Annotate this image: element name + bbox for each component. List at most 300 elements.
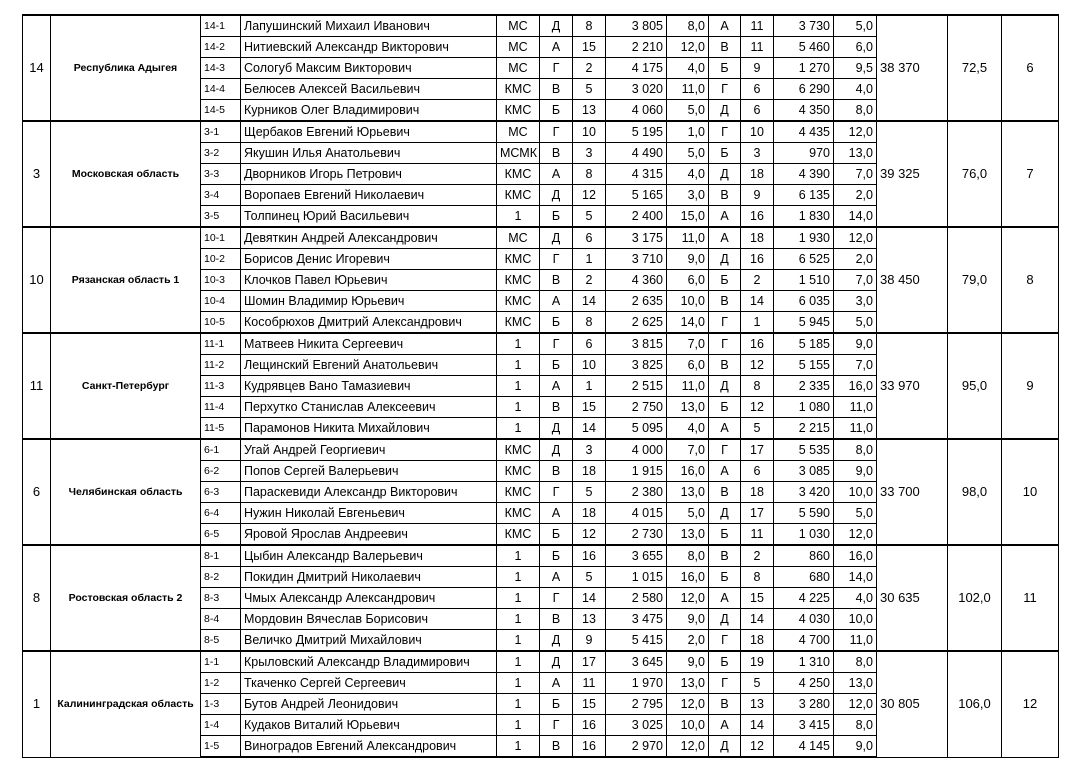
- round1-points: 7,0: [667, 333, 709, 355]
- round2-result: 860: [774, 545, 834, 567]
- round1-points: 8,0: [667, 15, 709, 37]
- athlete-name: Ткаченко Сергей Сергеевич: [241, 673, 497, 694]
- table-row: [23, 333, 1059, 355]
- round1-sector: 3: [573, 439, 606, 461]
- round1-group: Г: [540, 715, 573, 736]
- round1-group: Б: [540, 355, 573, 376]
- athlete-rank: КМС: [497, 524, 540, 546]
- team-number: 3: [23, 121, 51, 227]
- round2-sector: 12: [741, 397, 774, 418]
- round1-result: 4 060: [606, 100, 667, 122]
- round2-sector: 2: [741, 270, 774, 291]
- round1-sector: 18: [573, 503, 606, 524]
- round1-group: Б: [540, 312, 573, 334]
- round1-group: Г: [540, 249, 573, 270]
- round1-points: 10,0: [667, 715, 709, 736]
- round2-sector: 12: [741, 355, 774, 376]
- round2-group: А: [709, 418, 741, 440]
- round2-sector: 11: [741, 37, 774, 58]
- athlete-rank: 1: [497, 588, 540, 609]
- round1-sector: 5: [573, 206, 606, 228]
- round1-group: А: [540, 376, 573, 397]
- round2-sector: 9: [741, 58, 774, 79]
- athlete-name: Перхутко Станислав Алексеевич: [241, 397, 497, 418]
- round1-group: Д: [540, 185, 573, 206]
- round2-result: 1 030: [774, 524, 834, 546]
- round2-sector: 6: [741, 79, 774, 100]
- athlete-code: 11-3: [201, 376, 241, 397]
- round1-points: 7,0: [667, 439, 709, 461]
- team-place: 9: [1002, 333, 1059, 439]
- athlete-code: 8-2: [201, 567, 241, 588]
- round1-points: 2,0: [667, 630, 709, 652]
- team-points: 102,0: [948, 545, 1002, 651]
- round2-group: В: [709, 185, 741, 206]
- athlete-rank: 1: [497, 567, 540, 588]
- round2-points: 3,0: [834, 291, 877, 312]
- round1-result: 4 175: [606, 58, 667, 79]
- round1-sector: 5: [573, 482, 606, 503]
- round2-sector: 12: [741, 736, 774, 758]
- round2-result: 5 155: [774, 355, 834, 376]
- round1-result: 1 970: [606, 673, 667, 694]
- round2-sector: 16: [741, 249, 774, 270]
- athlete-code: 10-1: [201, 227, 241, 249]
- round1-sector: 15: [573, 37, 606, 58]
- round1-group: В: [540, 143, 573, 164]
- round1-group: А: [540, 567, 573, 588]
- round2-sector: 13: [741, 694, 774, 715]
- round1-sector: 17: [573, 651, 606, 673]
- athlete-code: 10-5: [201, 312, 241, 334]
- athlete-name: Параскевиди Александр Викторович: [241, 482, 497, 503]
- round1-points: 4,0: [667, 164, 709, 185]
- athlete-code: 11-1: [201, 333, 241, 355]
- round2-points: 5,0: [834, 312, 877, 334]
- round1-sector: 16: [573, 545, 606, 567]
- athlete-name: Мордовин Вячеслав Борисович: [241, 609, 497, 630]
- round1-group: А: [540, 503, 573, 524]
- round1-points: 3,0: [667, 185, 709, 206]
- athlete-rank: МС: [497, 37, 540, 58]
- round2-points: 11,0: [834, 418, 877, 440]
- athlete-rank: 1: [497, 418, 540, 440]
- round2-points: 7,0: [834, 355, 877, 376]
- athlete-name: Девяткин Андрей Александрович: [241, 227, 497, 249]
- round1-sector: 16: [573, 715, 606, 736]
- athlete-code: 3-5: [201, 206, 241, 228]
- athlete-code: 6-4: [201, 503, 241, 524]
- round1-result: 5 415: [606, 630, 667, 652]
- round2-group: Г: [709, 312, 741, 334]
- round1-group: Д: [540, 630, 573, 652]
- athlete-name: Сологуб Максим Викторович: [241, 58, 497, 79]
- round1-sector: 5: [573, 79, 606, 100]
- round1-points: 12,0: [667, 588, 709, 609]
- round1-result: 2 210: [606, 37, 667, 58]
- round2-sector: 18: [741, 164, 774, 185]
- round2-sector: 5: [741, 418, 774, 440]
- athlete-name: Дворников Игорь Петрович: [241, 164, 497, 185]
- athlete-rank: 1: [497, 630, 540, 652]
- athlete-code: 11-5: [201, 418, 241, 440]
- round1-result: 3 825: [606, 355, 667, 376]
- round1-result: 3 175: [606, 227, 667, 249]
- round1-group: Г: [540, 333, 573, 355]
- athlete-rank: КМС: [497, 312, 540, 334]
- team-number: 8: [23, 545, 51, 651]
- round1-result: 1 015: [606, 567, 667, 588]
- round1-group: А: [540, 37, 573, 58]
- round2-group: Д: [709, 376, 741, 397]
- athlete-rank: КМС: [497, 291, 540, 312]
- round2-group: А: [709, 15, 741, 37]
- athlete-code: 8-5: [201, 630, 241, 652]
- round1-sector: 3: [573, 143, 606, 164]
- team-total: 38 450: [877, 227, 948, 333]
- round1-points: 11,0: [667, 376, 709, 397]
- round1-result: 5 095: [606, 418, 667, 440]
- round1-sector: 8: [573, 164, 606, 185]
- athlete-code: 8-3: [201, 588, 241, 609]
- round2-points: 10,0: [834, 482, 877, 503]
- round1-points: 5,0: [667, 503, 709, 524]
- round2-points: 4,0: [834, 79, 877, 100]
- round2-group: Г: [709, 121, 741, 143]
- round2-points: 7,0: [834, 164, 877, 185]
- round1-points: 12,0: [667, 694, 709, 715]
- athlete-rank: МСМК: [497, 143, 540, 164]
- round1-result: 3 815: [606, 333, 667, 355]
- athlete-rank: 1: [497, 715, 540, 736]
- round1-points: 13,0: [667, 673, 709, 694]
- round2-points: 9,0: [834, 333, 877, 355]
- round2-points: 13,0: [834, 143, 877, 164]
- athlete-rank: МС: [497, 121, 540, 143]
- athlete-code: 3-3: [201, 164, 241, 185]
- round2-result: 2 215: [774, 418, 834, 440]
- round2-result: 4 700: [774, 630, 834, 652]
- athlete-code: 3-4: [201, 185, 241, 206]
- round2-points: 11,0: [834, 397, 877, 418]
- round2-group: А: [709, 588, 741, 609]
- round1-group: Б: [540, 206, 573, 228]
- round1-points: 15,0: [667, 206, 709, 228]
- round1-sector: 13: [573, 100, 606, 122]
- round2-result: 6 035: [774, 291, 834, 312]
- round2-group: Д: [709, 503, 741, 524]
- round1-result: 2 380: [606, 482, 667, 503]
- round2-result: 4 145: [774, 736, 834, 758]
- round2-points: 4,0: [834, 588, 877, 609]
- team-points: 95,0: [948, 333, 1002, 439]
- round2-points: 12,0: [834, 227, 877, 249]
- round2-result: 4 350: [774, 100, 834, 122]
- round1-sector: 6: [573, 227, 606, 249]
- round1-group: Г: [540, 121, 573, 143]
- athlete-name: Бутов Андрей Леонидович: [241, 694, 497, 715]
- round1-points: 9,0: [667, 249, 709, 270]
- round2-result: 680: [774, 567, 834, 588]
- round2-result: 3 420: [774, 482, 834, 503]
- round1-result: 2 795: [606, 694, 667, 715]
- athlete-code: 1-3: [201, 694, 241, 715]
- round2-points: 12,0: [834, 524, 877, 546]
- athlete-rank: КМС: [497, 185, 540, 206]
- round2-sector: 16: [741, 206, 774, 228]
- round1-result: 4 490: [606, 143, 667, 164]
- athlete-code: 6-5: [201, 524, 241, 546]
- athlete-name: Борисов Денис Игоревич: [241, 249, 497, 270]
- athlete-name: Лещинский Евгений Анатольевич: [241, 355, 497, 376]
- round2-points: 8,0: [834, 100, 877, 122]
- round1-result: 2 635: [606, 291, 667, 312]
- round1-points: 13,0: [667, 524, 709, 546]
- team-name: Республика Адыгея: [51, 15, 201, 121]
- round1-result: 2 400: [606, 206, 667, 228]
- round2-sector: 8: [741, 376, 774, 397]
- round2-group: Б: [709, 58, 741, 79]
- round1-points: 9,0: [667, 651, 709, 673]
- round2-group: А: [709, 206, 741, 228]
- athlete-name: Воропаев Евгений Николаевич: [241, 185, 497, 206]
- athlete-code: 3-1: [201, 121, 241, 143]
- round1-group: В: [540, 270, 573, 291]
- team-place: 11: [1002, 545, 1059, 651]
- round2-points: 12,0: [834, 121, 877, 143]
- round1-group: Г: [540, 58, 573, 79]
- round1-group: Д: [540, 439, 573, 461]
- athlete-name: Чмых Александр Александрович: [241, 588, 497, 609]
- round2-result: 3 730: [774, 15, 834, 37]
- round2-sector: 18: [741, 482, 774, 503]
- round2-sector: 16: [741, 333, 774, 355]
- round2-points: 9,5: [834, 58, 877, 79]
- round2-sector: 14: [741, 715, 774, 736]
- team-name: Ростовская область 2: [51, 545, 201, 651]
- athlete-name: Величко Дмитрий Михайлович: [241, 630, 497, 652]
- round2-points: 9,0: [834, 461, 877, 482]
- round1-sector: 5: [573, 567, 606, 588]
- athlete-name: Кудаков Виталий Юрьевич: [241, 715, 497, 736]
- round1-result: 4 000: [606, 439, 667, 461]
- round2-group: В: [709, 545, 741, 567]
- round1-group: Б: [540, 524, 573, 546]
- athlete-name: Крыловский Александр Владимирович: [241, 651, 497, 673]
- round1-group: Б: [540, 545, 573, 567]
- round2-result: 4 030: [774, 609, 834, 630]
- round2-group: Г: [709, 439, 741, 461]
- team-number: 11: [23, 333, 51, 439]
- athlete-code: 14-2: [201, 37, 241, 58]
- round2-sector: 6: [741, 461, 774, 482]
- round1-points: 8,0: [667, 545, 709, 567]
- round2-group: Г: [709, 79, 741, 100]
- round1-sector: 2: [573, 58, 606, 79]
- athlete-code: 6-3: [201, 482, 241, 503]
- round2-points: 16,0: [834, 545, 877, 567]
- round1-points: 13,0: [667, 397, 709, 418]
- round2-points: 10,0: [834, 609, 877, 630]
- round2-result: 4 250: [774, 673, 834, 694]
- athlete-name: Шомин Владимир Юрьевич: [241, 291, 497, 312]
- round1-result: 3 475: [606, 609, 667, 630]
- athlete-name: Толпинец Юрий Васильевич: [241, 206, 497, 228]
- athlete-code: 1-1: [201, 651, 241, 673]
- round2-sector: 18: [741, 227, 774, 249]
- athlete-rank: МС: [497, 58, 540, 79]
- round2-points: 8,0: [834, 439, 877, 461]
- round2-result: 1 310: [774, 651, 834, 673]
- round2-group: Д: [709, 609, 741, 630]
- round1-points: 4,0: [667, 418, 709, 440]
- round1-sector: 6: [573, 333, 606, 355]
- athlete-name: Яровой Ярослав Андреевич: [241, 524, 497, 546]
- round1-sector: 8: [573, 15, 606, 37]
- athlete-code: 14-5: [201, 100, 241, 122]
- round2-group: Б: [709, 651, 741, 673]
- athlete-name: Угай Андрей Георгиевич: [241, 439, 497, 461]
- round2-points: 7,0: [834, 270, 877, 291]
- athlete-code: 6-2: [201, 461, 241, 482]
- round2-result: 1 830: [774, 206, 834, 228]
- round1-result: 4 315: [606, 164, 667, 185]
- round1-sector: 15: [573, 397, 606, 418]
- athlete-rank: КМС: [497, 503, 540, 524]
- round2-group: Д: [709, 100, 741, 122]
- team-points: 76,0: [948, 121, 1002, 227]
- team-number: 1: [23, 651, 51, 757]
- round2-group: Г: [709, 333, 741, 355]
- athlete-rank: 1: [497, 397, 540, 418]
- team-place: 6: [1002, 15, 1059, 121]
- round1-result: 2 580: [606, 588, 667, 609]
- round1-sector: 14: [573, 291, 606, 312]
- round1-result: 2 750: [606, 397, 667, 418]
- athlete-rank: КМС: [497, 100, 540, 122]
- athlete-name: Парамонов Никита Михайлович: [241, 418, 497, 440]
- athlete-rank: 1: [497, 333, 540, 355]
- athlete-rank: 1: [497, 736, 540, 758]
- athlete-code: 8-4: [201, 609, 241, 630]
- round2-sector: 15: [741, 588, 774, 609]
- athlete-rank: МС: [497, 227, 540, 249]
- round2-points: 11,0: [834, 630, 877, 652]
- round2-result: 3 280: [774, 694, 834, 715]
- table-row: [23, 545, 1059, 567]
- round2-result: 6 525: [774, 249, 834, 270]
- athlete-name: Нитиевский Александр Викторович: [241, 37, 497, 58]
- round2-result: 4 225: [774, 588, 834, 609]
- round1-group: Б: [540, 100, 573, 122]
- round1-points: 13,0: [667, 482, 709, 503]
- round1-result: 4 015: [606, 503, 667, 524]
- round1-points: 5,0: [667, 100, 709, 122]
- round2-sector: 9: [741, 185, 774, 206]
- round2-result: 1 510: [774, 270, 834, 291]
- athlete-rank: 1: [497, 376, 540, 397]
- round2-points: 8,0: [834, 651, 877, 673]
- athlete-name: Кудрявцев Вано Тамазиевич: [241, 376, 497, 397]
- round2-sector: 18: [741, 630, 774, 652]
- round2-sector: 19: [741, 651, 774, 673]
- athlete-code: 1-5: [201, 736, 241, 758]
- round2-points: 2,0: [834, 185, 877, 206]
- round2-sector: 11: [741, 15, 774, 37]
- athlete-name: Лапушинский Михаил Иванович: [241, 15, 497, 37]
- round2-result: 4 390: [774, 164, 834, 185]
- team-total: 38 370: [877, 15, 948, 121]
- round2-group: В: [709, 291, 741, 312]
- round1-group: В: [540, 461, 573, 482]
- athlete-rank: КМС: [497, 164, 540, 185]
- round1-result: 1 915: [606, 461, 667, 482]
- round1-group: Д: [540, 651, 573, 673]
- round1-result: 3 655: [606, 545, 667, 567]
- round1-points: 5,0: [667, 143, 709, 164]
- round1-sector: 1: [573, 249, 606, 270]
- athlete-name: Курников Олег Владимирович: [241, 100, 497, 122]
- athlete-code: 6-1: [201, 439, 241, 461]
- round2-sector: 8: [741, 567, 774, 588]
- athlete-name: Якушин Илья Анатольевич: [241, 143, 497, 164]
- round1-group: В: [540, 397, 573, 418]
- round2-sector: 2: [741, 545, 774, 567]
- round2-result: 1 930: [774, 227, 834, 249]
- round1-group: В: [540, 609, 573, 630]
- team-name: Челябинская область: [51, 439, 201, 545]
- round1-group: В: [540, 736, 573, 758]
- round1-points: 16,0: [667, 567, 709, 588]
- round1-sector: 2: [573, 270, 606, 291]
- athlete-rank: 1: [497, 355, 540, 376]
- results-table: [22, 14, 1059, 758]
- round1-points: 11,0: [667, 79, 709, 100]
- round2-group: Б: [709, 524, 741, 546]
- team-total: 30 635: [877, 545, 948, 651]
- team-total: 30 805: [877, 651, 948, 757]
- results-body: [23, 15, 1059, 757]
- round1-sector: 9: [573, 630, 606, 652]
- round1-group: А: [540, 673, 573, 694]
- round2-group: А: [709, 715, 741, 736]
- team-total: 33 970: [877, 333, 948, 439]
- round1-points: 16,0: [667, 461, 709, 482]
- athlete-name: Виноградов Евгений Александрович: [241, 736, 497, 758]
- table-row: [23, 227, 1059, 249]
- team-place: 8: [1002, 227, 1059, 333]
- round2-group: Б: [709, 397, 741, 418]
- round2-group: В: [709, 482, 741, 503]
- athlete-code: 14-1: [201, 15, 241, 37]
- round1-group: Г: [540, 482, 573, 503]
- round1-result: 3 645: [606, 651, 667, 673]
- round1-points: 1,0: [667, 121, 709, 143]
- round1-points: 6,0: [667, 355, 709, 376]
- round1-points: 9,0: [667, 609, 709, 630]
- team-points: 98,0: [948, 439, 1002, 545]
- round1-sector: 18: [573, 461, 606, 482]
- athlete-name: Клочков Павел Юрьевич: [241, 270, 497, 291]
- round1-points: 6,0: [667, 270, 709, 291]
- round2-points: 6,0: [834, 37, 877, 58]
- round1-sector: 8: [573, 312, 606, 334]
- round2-result: 5 590: [774, 503, 834, 524]
- round2-sector: 14: [741, 609, 774, 630]
- round1-sector: 14: [573, 588, 606, 609]
- athlete-name: Белюсев Алексей Васильевич: [241, 79, 497, 100]
- round1-sector: 10: [573, 121, 606, 143]
